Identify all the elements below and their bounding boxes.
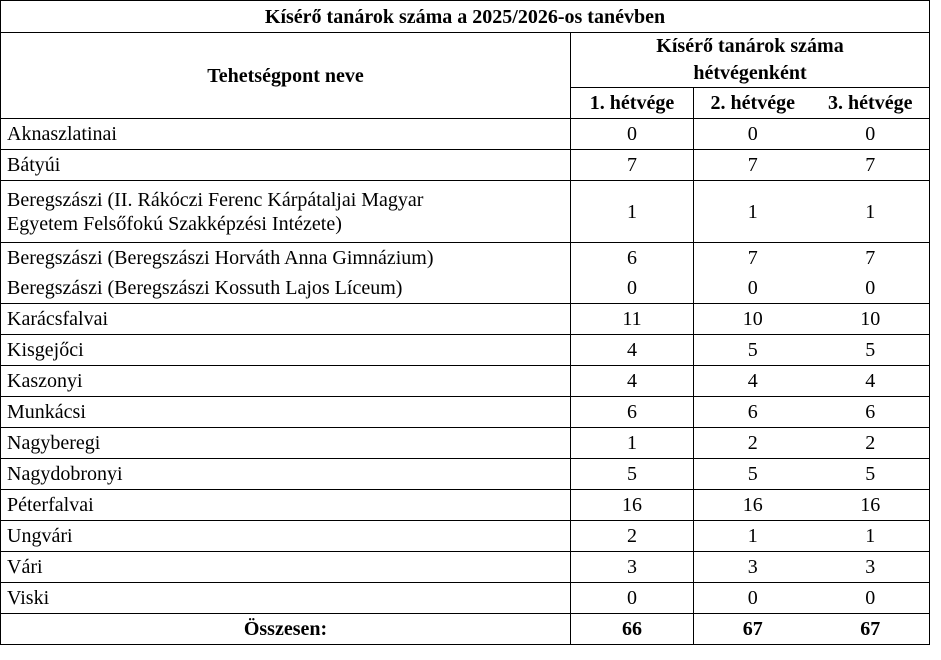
week-3-value: 7 bbox=[812, 150, 930, 181]
table-row bbox=[1, 459, 930, 490]
week-1-value: 2 bbox=[571, 521, 694, 552]
row-name: Aknaszlatinai bbox=[1, 119, 571, 150]
week-3-value: 4 bbox=[812, 366, 930, 397]
week-2-value: 0 bbox=[694, 583, 812, 614]
week-1-value: 4 bbox=[571, 335, 694, 366]
week-1-value: 0 bbox=[571, 583, 694, 614]
row-name: Bátyúi bbox=[1, 150, 571, 181]
week-3-value: 0 bbox=[812, 273, 930, 304]
table-row bbox=[1, 181, 930, 243]
week-2-value: 0 bbox=[694, 119, 812, 150]
total-row bbox=[1, 614, 930, 645]
table-row bbox=[1, 273, 930, 304]
week-2-value: 5 bbox=[694, 335, 812, 366]
row-name: Karácsfalvai bbox=[1, 304, 571, 335]
week-1-value: 5 bbox=[571, 459, 694, 490]
week-3-value: 16 bbox=[812, 490, 930, 521]
row-name: Beregszászi (Beregszászi Horváth Anna Gimnázium) bbox=[1, 243, 571, 274]
table-row bbox=[1, 119, 930, 150]
total-label: Összesen: bbox=[1, 614, 571, 645]
row-name: Vári bbox=[1, 552, 571, 583]
row-name-line1: Beregszászi (II. Rákóczi Ferenc Kárpátaljai Magyar bbox=[7, 188, 424, 211]
table-row bbox=[1, 428, 930, 459]
header-week-1: 1. hétvége bbox=[571, 88, 694, 119]
header-group-line1: Kísérő tanárok száma bbox=[656, 35, 844, 57]
week-1-value: 7 bbox=[571, 150, 694, 181]
table-row bbox=[1, 397, 930, 428]
week-3-value: 0 bbox=[812, 583, 930, 614]
week-2-value: 5 bbox=[694, 459, 812, 490]
table-row bbox=[1, 335, 930, 366]
week-2-value: 1 bbox=[694, 181, 812, 243]
week-1-value: 11 bbox=[571, 304, 694, 335]
row-name: Kaszonyi bbox=[1, 366, 571, 397]
week-2-value: 7 bbox=[694, 243, 812, 274]
week-3-value: 1 bbox=[812, 181, 930, 243]
week-2-value: 4 bbox=[694, 366, 812, 397]
header-name-column: Tehetségpont neve bbox=[1, 33, 571, 119]
header-week-3: 3. hétvége bbox=[812, 88, 930, 119]
week-1-value: 6 bbox=[571, 243, 694, 274]
row-name-line2: Egyetem Felsőfokú Szakképzési Intézete) bbox=[7, 212, 342, 235]
week-3-value: 7 bbox=[812, 243, 930, 274]
row-name: Nagydobronyi bbox=[1, 459, 571, 490]
row-name: Ungvári bbox=[1, 521, 571, 552]
table-row bbox=[1, 521, 930, 552]
week-1-value: 0 bbox=[571, 273, 694, 304]
row-name bbox=[1, 181, 571, 243]
week-1-value: 16 bbox=[571, 490, 694, 521]
table-row bbox=[1, 243, 930, 274]
header-group bbox=[571, 33, 930, 88]
week-2-value: 7 bbox=[694, 150, 812, 181]
week-1-value: 4 bbox=[571, 366, 694, 397]
week-2-value: 2 bbox=[694, 428, 812, 459]
row-name: Munkácsi bbox=[1, 397, 571, 428]
week-2-value: 0 bbox=[694, 273, 812, 304]
row-name: Péterfalvai bbox=[1, 490, 571, 521]
header-group-line2: hétvégenként bbox=[693, 62, 807, 84]
table-row bbox=[1, 304, 930, 335]
week-1-value: 1 bbox=[571, 181, 694, 243]
total-week-3: 67 bbox=[812, 614, 930, 645]
week-3-value: 1 bbox=[812, 521, 930, 552]
week-3-value: 3 bbox=[812, 552, 930, 583]
week-3-value: 0 bbox=[812, 119, 930, 150]
week-3-value: 5 bbox=[812, 459, 930, 490]
week-3-value: 2 bbox=[812, 428, 930, 459]
total-week-2: 67 bbox=[694, 614, 812, 645]
week-1-value: 1 bbox=[571, 428, 694, 459]
row-name: Nagyberegi bbox=[1, 428, 571, 459]
row-name: Viski bbox=[1, 583, 571, 614]
table-row bbox=[1, 490, 930, 521]
table-row bbox=[1, 583, 930, 614]
week-2-value: 3 bbox=[694, 552, 812, 583]
table-row bbox=[1, 366, 930, 397]
week-1-value: 0 bbox=[571, 119, 694, 150]
week-1-value: 3 bbox=[571, 552, 694, 583]
table-row bbox=[1, 552, 930, 583]
table-title: Kísérő tanárok száma a 2025/2026-os tanévben bbox=[1, 1, 930, 33]
week-3-value: 10 bbox=[812, 304, 930, 335]
row-name: Beregszászi (Beregszászi Kossuth Lajos Líceum) bbox=[1, 273, 571, 304]
week-3-value: 5 bbox=[812, 335, 930, 366]
header-week-2: 2. hétvége bbox=[694, 88, 812, 119]
total-week-1: 66 bbox=[571, 614, 694, 645]
week-3-value: 6 bbox=[812, 397, 930, 428]
week-2-value: 1 bbox=[694, 521, 812, 552]
row-name: Kisgejőci bbox=[1, 335, 571, 366]
table-row bbox=[1, 150, 930, 181]
week-2-value: 10 bbox=[694, 304, 812, 335]
week-1-value: 6 bbox=[571, 397, 694, 428]
week-2-value: 16 bbox=[694, 490, 812, 521]
week-2-value: 6 bbox=[694, 397, 812, 428]
